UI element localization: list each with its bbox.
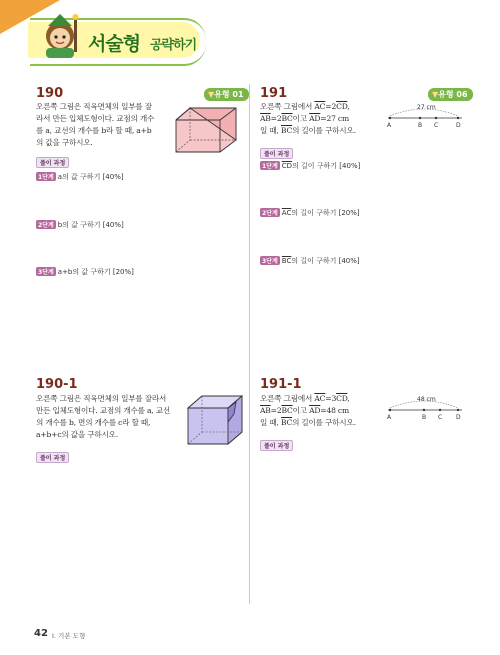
page-number: 42 bbox=[34, 628, 48, 639]
point-label: B bbox=[422, 414, 427, 421]
truncated-box-figure bbox=[170, 100, 242, 158]
point-a bbox=[389, 117, 391, 119]
point-b bbox=[419, 117, 421, 119]
problem-text: 오른쪽 그림에서 $\overline{AC}=3\overline{CD}$, $\overline{AB}=2\overline{BC}$이고 $\overline{AD}=48$ cm 일 때, $\overline{BC}$의 길이를 구하시오. bbox=[260, 394, 356, 427]
section-title: 서술형 bbox=[88, 33, 141, 55]
solution-label: 풀이 과정 bbox=[36, 452, 69, 463]
solution-step: 1단계 $\overline{CD}$의 길이 구하기 [40%] bbox=[262, 162, 361, 170]
problem-text: 오른쪽 그림에서 $\overline{AC}=2\overline{CD}$, $\overline{AB}=2\overline{BC}$이고 $\overline{AD}=27$ cm 일 때, $\overline{BC}$의 길이를 구하시오. bbox=[260, 102, 356, 135]
length-label: 27 cm bbox=[417, 104, 436, 111]
mascot-icon bbox=[36, 8, 84, 60]
problem-text: 오른쪽 그림은 직육면체의 일부를 잘라서 만든 입체도형이다. 교점의 개수를 a, 교선 의 개수를 b, 면의 개수를 c라 할 때, a+b+c의 값을 구하시오. bbox=[36, 394, 170, 439]
point-d bbox=[457, 117, 459, 119]
problem-number: 190-1 bbox=[36, 377, 78, 392]
segment-figure bbox=[384, 390, 466, 424]
length-label: 48 cm bbox=[417, 396, 436, 403]
point-label: C bbox=[438, 414, 443, 421]
cut-cube-figure bbox=[184, 392, 246, 448]
solution-label: 풀이 과정 bbox=[36, 157, 69, 168]
problem-text: 오른쪽 그림은 직육면체의 일부를 잘 라서 만든 입체도형이다. 교점의 개수 를 a, 교선의 개수를 b라 할 때, a+b 의 값을 구하시오. bbox=[36, 102, 155, 147]
point-c bbox=[439, 409, 441, 411]
type-tag: ▼유형 06 bbox=[428, 88, 473, 101]
solution-step: 1단계 a의 값 구하기 [40%] bbox=[38, 173, 124, 181]
point-label: A bbox=[387, 122, 392, 129]
point-a bbox=[389, 409, 391, 411]
point-d bbox=[457, 409, 459, 411]
problem-number: 191-1 bbox=[260, 377, 302, 392]
point-c bbox=[435, 117, 437, 119]
solution-label: 풀이 과정 bbox=[260, 148, 293, 159]
type-tag: ▼유형 01 bbox=[204, 88, 249, 101]
solution-label: 풀이 과정 bbox=[260, 440, 293, 451]
point-label: D bbox=[456, 414, 461, 421]
point-label: A bbox=[387, 414, 392, 421]
column-divider bbox=[249, 84, 250, 604]
solution-step: 3단계 $\overline{BC}$의 길이 구하기 [40%] bbox=[262, 257, 360, 265]
point-b bbox=[423, 409, 425, 411]
section-subtitle: 공략하기 bbox=[150, 38, 197, 53]
solution-step: 3단계 a+b의 값 구하기 [20%] bbox=[38, 268, 134, 276]
point-label: B bbox=[418, 122, 423, 129]
point-label: D bbox=[456, 122, 461, 129]
segment-figure bbox=[384, 98, 466, 132]
problem-number: 190 bbox=[36, 86, 64, 101]
solution-step: 2단계 b의 값 구하기 [40%] bbox=[38, 221, 124, 229]
problem-number: 191 bbox=[260, 86, 288, 101]
solution-step: 2단계 $\overline{AC}$의 길이 구하기 [20%] bbox=[262, 209, 360, 217]
section-name: I. 기본 도형 bbox=[52, 632, 86, 640]
point-label: C bbox=[434, 122, 439, 129]
